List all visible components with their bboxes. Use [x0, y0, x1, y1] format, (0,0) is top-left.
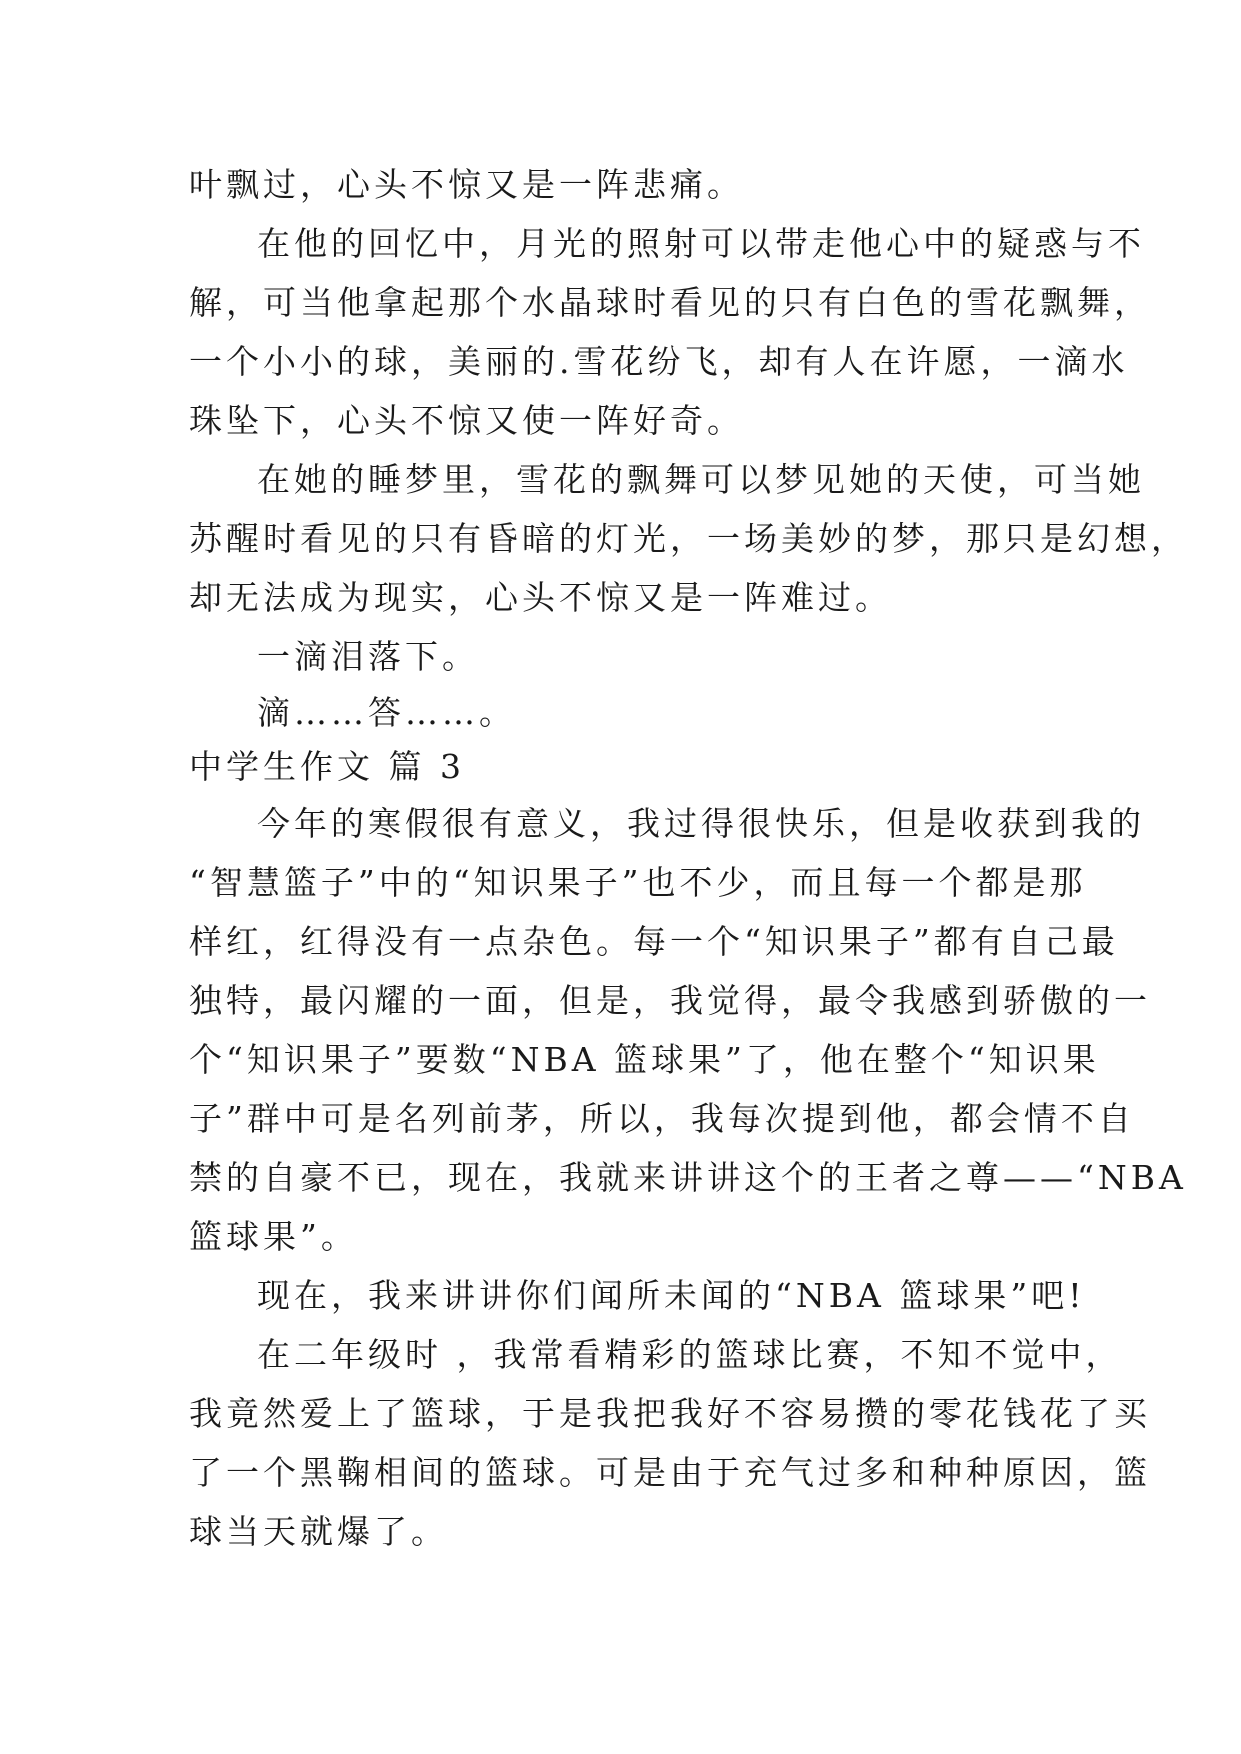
paragraph-line: 珠坠下，心头不惊又使一阵好奇。 — [189, 401, 744, 440]
article-body — [189, 155, 1188, 1561]
paragraph-line: 一滴泪落下。 — [257, 637, 479, 676]
paragraph-line: 篮球果”。 — [189, 1217, 358, 1256]
paragraph-line: 子”群中可是名列前茅，所以，我每次提到他，都会情不自 — [189, 1099, 1135, 1138]
paragraph-line: 却无法成为现实，心头不惊又是一阵难过。 — [189, 578, 892, 617]
paragraph-line: 个“知识果子”要数“NBA 篮球果”了，他在整个“知识果 — [189, 1040, 1100, 1079]
paragraph-line: 今年的寒假很有意义，我过得很快乐，但是收获到我的 — [257, 804, 1145, 843]
paragraph-line: 样红，红得没有一点杂色。每一个“知识果子”都有自己最 — [189, 922, 1119, 961]
paragraph-line: 解，可当他拿起那个水晶球时看见的只有白色的雪花飘舞， — [189, 283, 1151, 322]
paragraph-line: “智慧篮子”中的“知识果子”也不少，而且每一个都是那 — [189, 863, 1087, 902]
paragraph-line: 叶飘过，心头不惊又是一阵悲痛。 — [189, 165, 744, 204]
paragraph-line: 球当天就爆了。 — [189, 1512, 448, 1551]
paragraph-line: 滴……答……。 — [257, 693, 516, 732]
paragraph-line: 在二年级时 ，我常看精彩的篮球比赛，不知不觉中， — [257, 1335, 1123, 1374]
paragraph-line: 一个小小的球，美丽的.雪花纷飞，却有人在许愿，一滴水 — [189, 342, 1129, 381]
paragraph-line: 在她的睡梦里，雪花的飘舞可以梦见她的天使，可当她 — [257, 460, 1145, 499]
paragraph-line: 在他的回忆中，月光的照射可以带走他心中的疑惑与不 — [257, 224, 1145, 263]
paragraph-line: 独特，最闪耀的一面，但是，我觉得，最令我感到骄傲的一 — [189, 981, 1151, 1020]
paragraph-line: 现在，我来讲讲你们闻所未闻的“NBA 篮球果”吧! — [257, 1276, 1086, 1315]
paragraph-line: 了一个黑鞠相间的篮球。可是由于充气过多和种种原因，篮 — [189, 1453, 1151, 1492]
paragraph-line: 我竟然爱上了篮球，于是我把我好不容易攒的零花钱花了买 — [189, 1394, 1151, 1433]
paragraph-line: 禁的自豪不已，现在，我就来讲讲这个的王者之尊——“NBA — [189, 1158, 1187, 1197]
paragraph-line: 苏醒时看见的只有昏暗的灯光，一场美妙的梦，那只是幻想， — [189, 519, 1188, 558]
section-heading: 中学生作文 篇 3 — [189, 747, 465, 786]
